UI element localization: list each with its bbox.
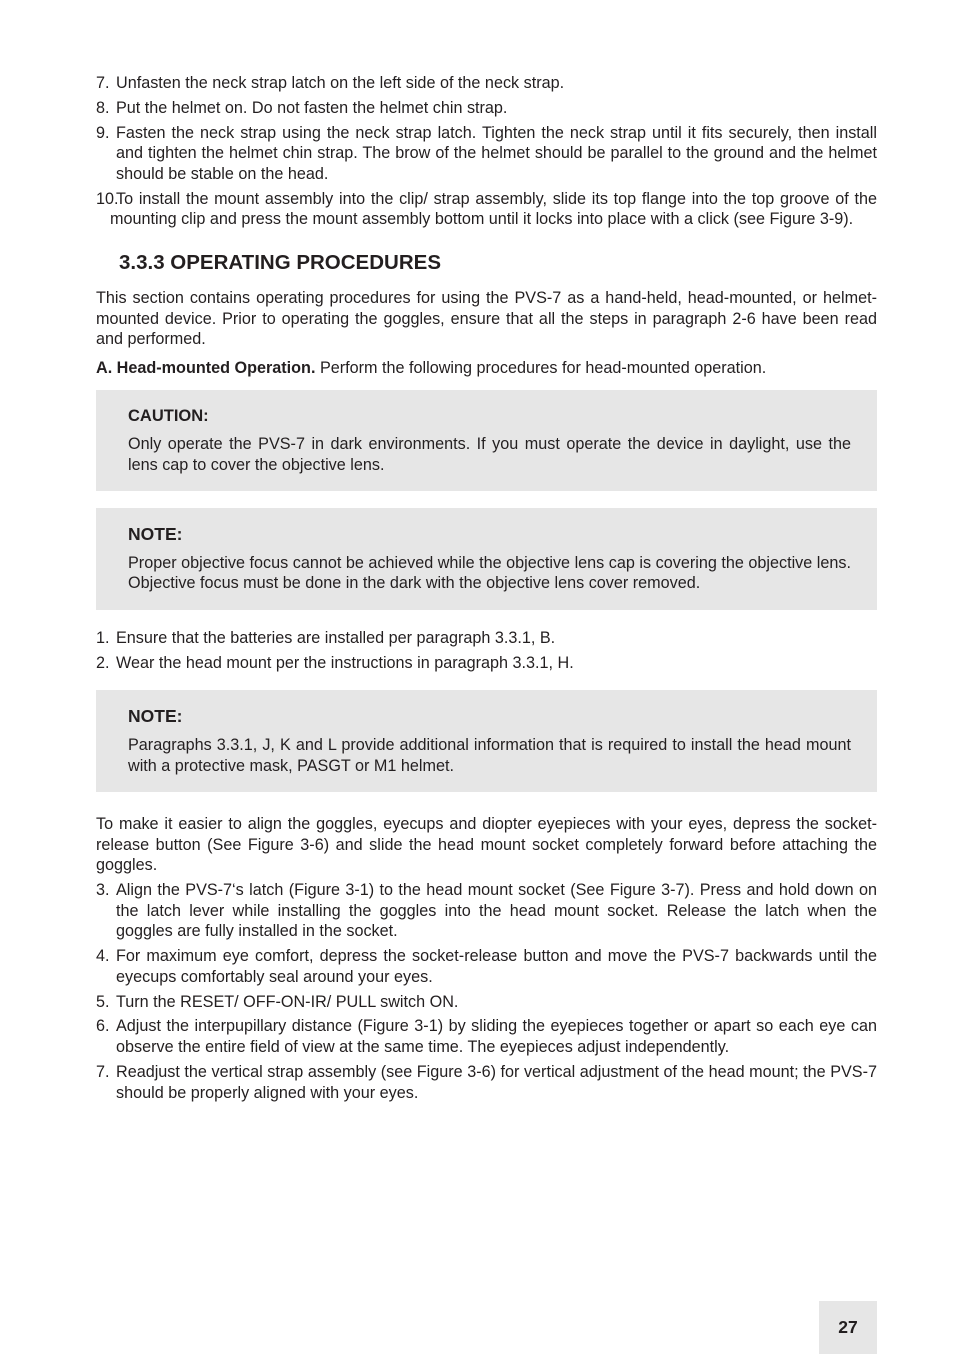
note-box [96,690,877,792]
caution-box [96,390,877,491]
subsection-label: A. Head-mounted Operation. [96,358,316,377]
list-item: 7. Readjust the vertical strap assembly (see Figure 3-6) for vertical adjustment of the head mount; the PVS-7 should be properly aligned with your eyes. [96,1062,877,1102]
list-bottom [96,880,877,1103]
list-item: 10. To install the mount assembly into the clip/ strap assembly, slide its top flange into the top groove of the mounting clip and press the mount assembly bottom until it locks into place with a click (see Figure 3-9). [96,189,877,229]
note-body: Proper objective focus cannot be achieved while the objective lens cap is covering the objective lens. Objective focus must be done in the dark with the objective lens cover removed. [128,553,851,593]
list-top [96,73,877,230]
note-box [96,508,877,610]
list-item: 3. Align the PVS-7‘s latch (Figure 3-1) to the head mount socket (See Figure 3-7). Press and hold down on the latch lever while installing the goggles into the head mount socket. Release the latch when the goggles are fully installed in the socket. [96,881,877,941]
caution-body: Only operate the PVS-7 in dark environments. If you must operate the device in daylight, use the lens cap to cover the objective lens. [128,435,851,474]
list-mid [96,628,877,673]
caution-title: CAUTION: [128,407,209,426]
subsection-text: Perform the following procedures for head-mounted operation. [315,358,767,377]
list-item: 1. Ensure that the batteries are installed per paragraph 3.3.1, B. [96,628,556,647]
list-item: 7. Unfasten the neck strap latch on the left side of the neck strap. [96,74,565,92]
subsection-paragraph [96,358,877,379]
list-item: 8. Put the helmet on. Do not fasten the helmet chin strap. [96,98,508,117]
align-paragraph: To make it easier to align the goggles, eyecups and diopter eyepieces with your eyes, depress the socket-release button (See Figure 3-6) and slide the head mount socket completely forward before attaching the goggles. [96,815,877,875]
list-item: 6. Adjust the interpupillary distance (Figure 3-1) by sliding the eyepieces together or apart so each eye can observe the entire field of view at the same time. The eyepieces adjust independently. [96,1017,877,1057]
list-item: 5. Turn the RESET/ OFF-ON-IR/ PULL switch ON. [96,992,459,1011]
page-content [96,73,877,1107]
section-heading: 3.3.3 OPERATING PROCEDURES [119,251,441,275]
intro-paragraph: This section contains operating procedures for using the PVS-7 as a hand-held, head-mounted, or helmet-mounted device. Prior to operating the goggles, ensure that all the steps in paragraph 2-6 have been read and performed. [96,289,877,349]
list-item: 9. Fasten the neck strap using the neck strap latch. Tighten the neck strap until it fits securely, then install and tighten the helmet chin strap. The brow of the helmet should be parallel to the ground and the helmet should be stable on the head. [96,123,877,183]
note-title: NOTE: [128,524,183,545]
page-number: 27 [819,1301,877,1354]
note-body: Paragraphs 3.3.1, J, K and L provide additional information that is required to install the head mount with a protective mask, PASGT or M1 helmet. [128,736,851,775]
list-item: 4. For maximum eye comfort, depress the socket-release button and move the PVS-7 backwards until the eyecups comfortably seal around your eyes. [96,947,877,986]
list-item: 2. Wear the head mount per the instructions in paragraph 3.3.1, H. [96,653,574,672]
note-title: NOTE: [128,706,183,727]
